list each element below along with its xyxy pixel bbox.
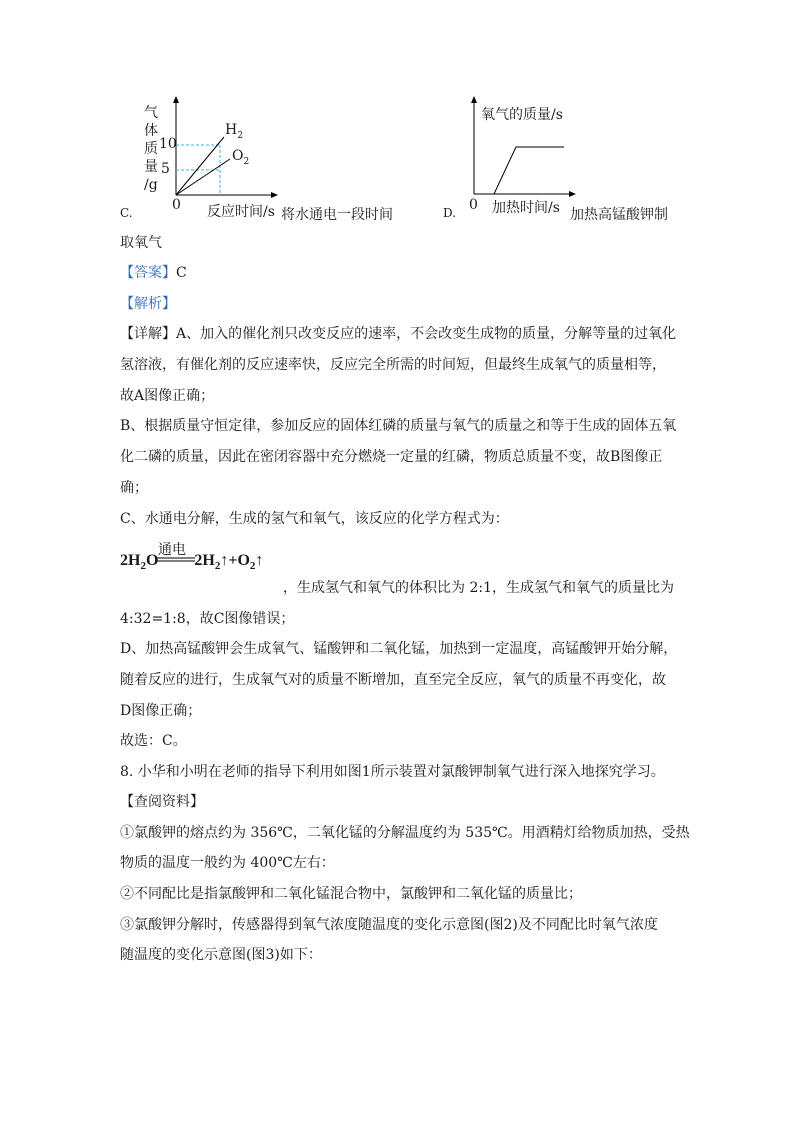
- reference-tag: 【查阅资料】: [120, 794, 204, 810]
- reference-item: 随温度的变化示意图(图3)如下：: [120, 947, 322, 963]
- graph-d-oxygen-line: [494, 147, 564, 194]
- graph-c-y-label-char: 质: [144, 141, 158, 157]
- graph-c-o2-line: [176, 159, 230, 195]
- detail-d-line: D、加热高锰酸钾会生成氧气、锰酸钾和二氧化锰，加热到一定温度，高锰酸钾开始分解，: [120, 641, 678, 657]
- graph-c-h2-label: $H_2$: [225, 122, 243, 141]
- reference-item: ②不同配比是指氯酸钾和二氧化锰混合物中，氯酸钾和二氧化锰的质量比；: [120, 886, 582, 902]
- answer-value: C: [176, 265, 187, 281]
- option-d-caption: 加热高锰酸钾制: [570, 207, 668, 223]
- graph-c-x-label: 反应时间/s: [207, 204, 275, 220]
- equation-condition: 通电: [158, 542, 186, 558]
- detail-a-line: 氢溶液，有催化剂的反应速率快，反应完全所需的时间短，但最终生成氧气的质量相等，: [120, 357, 666, 373]
- graph-c-tick-5: 5: [161, 161, 170, 177]
- detail-d-line: 随着反应的进行，生成氧气对的质量不断增加，直至完全反应，氧气的质量不再变化，故: [120, 672, 666, 688]
- chemical-equation: $2H_2O$ $2H_2↑+O_2↑$: [120, 552, 264, 573]
- option-d-letter: D.: [443, 206, 457, 220]
- detail-b-line: 化二磷的质量，因此在密闭容器中充分燃烧一定量的红磷，物质总质量不变，故B图像正: [120, 449, 663, 465]
- option-c-caption: 将水通电一段时间: [281, 207, 393, 223]
- graph-c-h2-line: [176, 137, 224, 195]
- detail-a-line: A、加入的催化剂只改变反应的速率，不会改变生成物的质量，分解等量的过氧化: [176, 326, 677, 342]
- graph-c-y-label-char: 量: [144, 159, 158, 175]
- detail-line: [120, 323, 676, 343]
- graph-c-y-label: [144, 104, 158, 194]
- reference-item: 物质的温度一般约为 400℃左右：: [120, 855, 335, 871]
- answer-tag: 【答案】: [120, 265, 176, 281]
- option-d-caption-cont: 取氧气: [120, 235, 162, 251]
- graph-d-y-label: 氧气的质量/s: [481, 107, 563, 123]
- graph-c-y-label-char: 体: [144, 123, 158, 139]
- detail-d-line: D图像正确；: [120, 703, 202, 719]
- graph-d-x-label: 加热时间/s: [492, 200, 560, 216]
- graph-c-x-arrow: [271, 192, 278, 198]
- detail-tag: 【详解】: [120, 326, 176, 342]
- graph-c-tick-10: 10: [159, 136, 177, 152]
- answer: [120, 262, 187, 282]
- reference-item: ③氯酸钾分解时，传感器得到氧气浓度随温度的变化示意图(图2)及不同配比时氧气浓度: [120, 917, 658, 933]
- detail-b-line: B、根据质量守恒定律，参加反应的固体红磷的质量与氧气的质量之和等于生成的固体五氧: [120, 418, 677, 434]
- graph-c-y-label-char: 气: [144, 105, 158, 121]
- analysis-tag: 【解析】: [120, 296, 176, 312]
- graph-c-origin: 0: [172, 197, 181, 213]
- graph-d-y-arrow: [471, 96, 477, 103]
- graph-d-x-arrow: [569, 191, 576, 197]
- graph-d-origin: 0: [469, 197, 478, 213]
- detail-b-line: 确；: [120, 480, 148, 496]
- detail-c-line: C、水通电分解，生成的氢气和氧气，该反应的化学方程式为：: [120, 511, 509, 527]
- question-8: 8. 小华和小明在老师的指导下利用如图1所示装置对氯酸钾制氧气进行深入地探究学习。: [120, 764, 665, 780]
- conclusion: 故选：C。: [120, 733, 187, 749]
- graph-c-o2-label: $O_2$: [232, 148, 250, 167]
- option-c-letter: C.: [120, 206, 133, 220]
- graph-c-plot: [140, 95, 280, 215]
- graph-c-y-label-char: /g: [144, 177, 158, 193]
- detail-c-after-equation: ，生成氢气和氧气的体积比为 2:1，生成氢气和氧气的质量比为: [283, 580, 674, 596]
- detail-a-line: 故A图像正确；: [120, 388, 215, 404]
- graph-c-y-arrow: [173, 96, 179, 103]
- equation-equals-sign: [157, 557, 195, 563]
- reference-item: ①氯酸钾的熔点约为 356℃，二氧化锰的分解温度约为 535℃。用酒精灯给物质加热，受热: [120, 825, 690, 841]
- detail-c-line2: 4:32=1:8，故C图像错误；: [120, 611, 295, 627]
